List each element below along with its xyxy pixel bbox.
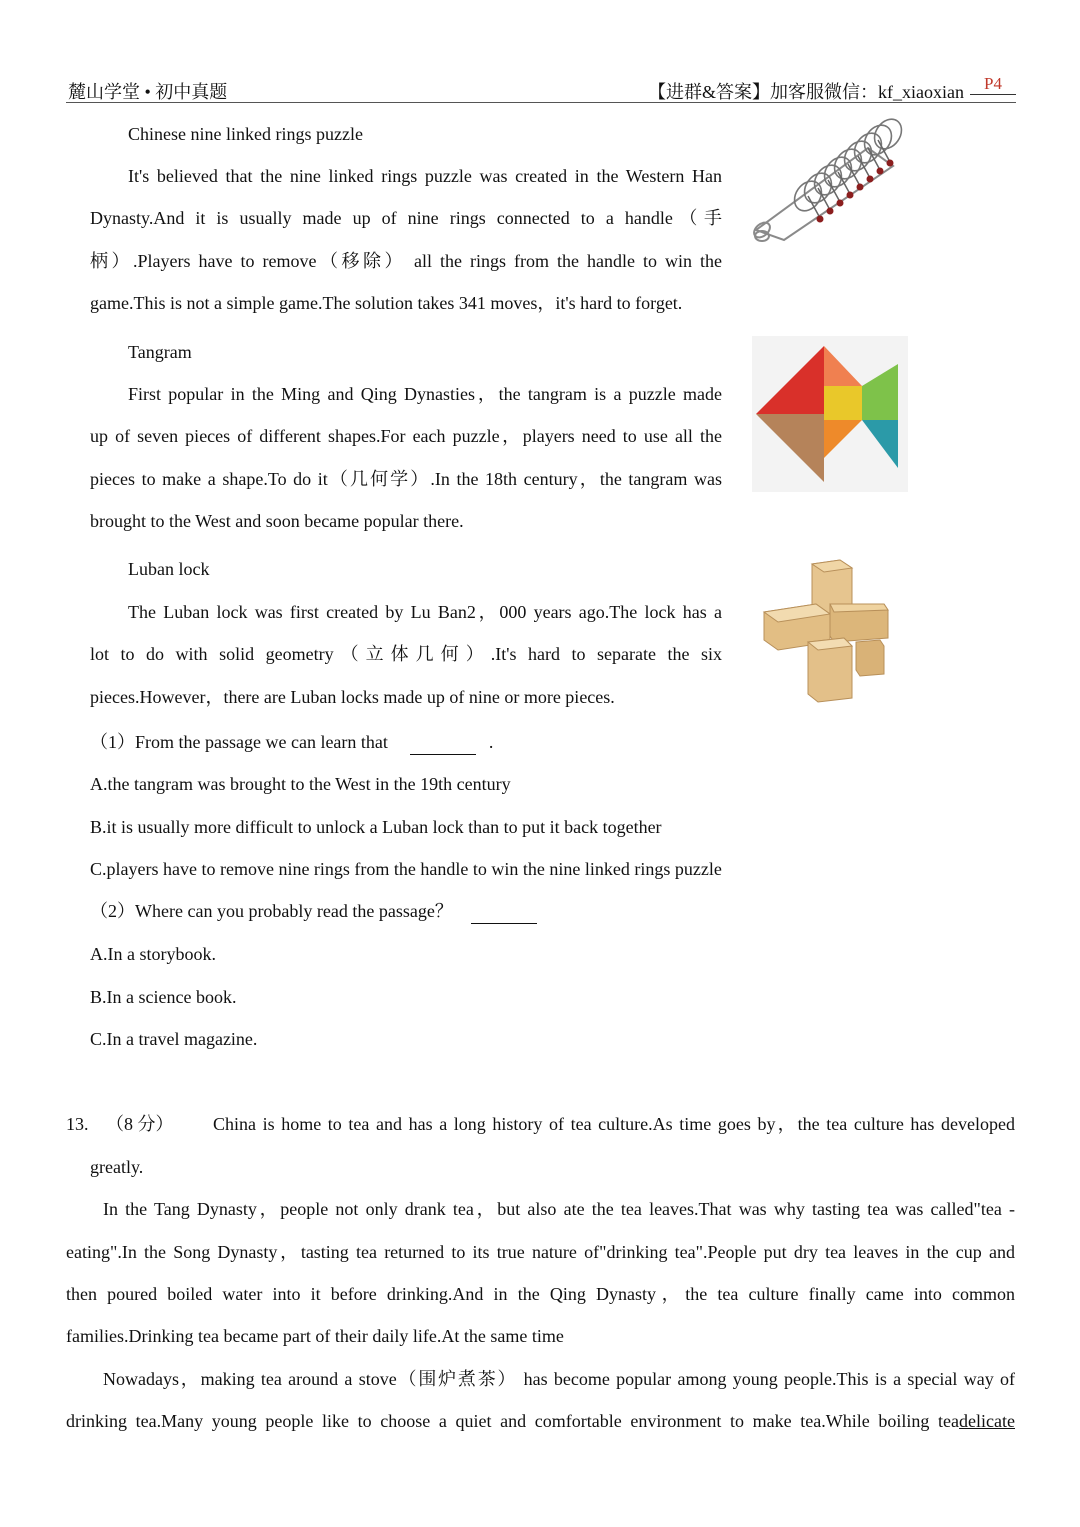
luban-lock-image (760, 556, 892, 706)
question-1-stem (90, 730, 493, 755)
nine-linked-rings-image (748, 118, 906, 246)
q13-p2-line-1: In the Tang Dynasty，people not only drank tea，but also ate the tea leaves.That was why tasting tea was called"tea - (103, 1199, 1015, 1219)
question-13-number: 13. (66, 1114, 89, 1134)
question-2-stem (90, 899, 537, 924)
question-2-option-a: A.In a storybook. (90, 944, 216, 964)
question-2-option-c: C.In a travel magazine. (90, 1029, 258, 1049)
q13-p2-line-2: eating".In the Song Dynasty，tasting tea returned to its true nature of"drinking tea".People put dry tea leaves in the cup and (66, 1242, 1015, 1262)
header-contact: 【进群&答案】加客服微信：kf_xiaoxian (648, 82, 964, 102)
question-1-period: . (488, 732, 494, 752)
question-13-score: （8 分） (106, 1114, 174, 1134)
question-1-option-a: A.the tangram was brought to the West in the 19th century (90, 774, 511, 794)
luban-line-1: The Luban lock was first created by Lu Ban2，000 years ago.The lock has a (128, 602, 722, 622)
page-header (66, 74, 1016, 103)
q13-p3-line-1: Nowadays，making tea around a stove（围炉煮茶） has become popular among young people.This is a special way of (103, 1369, 1015, 1389)
q13-p2-line-4: families.Drinking tea became part of their daily life.At the same time (66, 1326, 564, 1346)
luban-line-3: pieces.However，there are Luban locks made up of nine or more pieces. (90, 687, 615, 707)
question-1-answer-blank[interactable] (410, 730, 476, 755)
luban-line-2: lot to do with solid geometry（立体几何）.It's hard to separate the six (90, 644, 722, 664)
tangram-line-4: brought to the West and soon became popular there. (90, 511, 464, 531)
q13-p3-line-2-text: drinking tea.Many young people like to choose a quiet and comfortable environment to make tea.While boiling tea (66, 1411, 960, 1431)
header-school: 麓山学堂 • 初中真题 (68, 82, 228, 102)
tangram-line-2: up of seven pieces of different shapes.For each puzzle，players need to use all the (90, 426, 722, 446)
q13-p2-line-3: then poured boiled water into it before drinking.And in the Qing Dynasty，the tea culture finally came into common (66, 1284, 1015, 1304)
section-title-tangram: Tangram (128, 342, 192, 362)
q13-line-2: greatly. (90, 1157, 144, 1177)
question-1-option-c: C.players have to remove nine rings from the handle to win the nine linked rings puzzle (90, 859, 722, 879)
q13-line-1: China is home to tea and has a long history of tea culture.As time goes by，the tea culture has developed (213, 1114, 1015, 1134)
question-2-option-b: B.In a science book. (90, 987, 237, 1007)
rings-line-2: Dynasty.And it is usually made up of nine rings connected to a handle（手 (90, 208, 722, 228)
section-title-luban: Luban lock (128, 559, 210, 579)
rings-line-4: game.This is not a simple game.The solution takes 341 moves，it's hard to forget. (90, 293, 683, 313)
question-1-option-b: B.it is usually more difficult to unlock a Luban lock than to put it back together (90, 817, 662, 837)
rings-line-1: It's believed that the nine linked rings puzzle was created in the Western Han (128, 166, 722, 186)
question-2-text: （2）Where can you probably read the passage？ (90, 901, 453, 921)
tangram-line-1: First popular in the Ming and Qing Dynasties，the tangram is a puzzle made (128, 384, 722, 404)
question-2-answer-blank[interactable] (471, 899, 537, 924)
q13-underlined-word: delicate (959, 1411, 1015, 1431)
rings-line-3: 柄）.Players have to remove（移除） all the rings from the handle to win the (90, 251, 722, 271)
section-title-rings: Chinese nine linked rings puzzle (128, 124, 363, 144)
tangram-fish-image (752, 336, 908, 492)
tangram-line-3: pieces to make a shape.To do it（几何学）.In the 18th century，the tangram was (90, 469, 722, 489)
q13-p3-line-2 (66, 1409, 1015, 1433)
page-number: P4 (970, 74, 1016, 95)
question-1-text: （1）From the passage we can learn that (90, 732, 388, 752)
